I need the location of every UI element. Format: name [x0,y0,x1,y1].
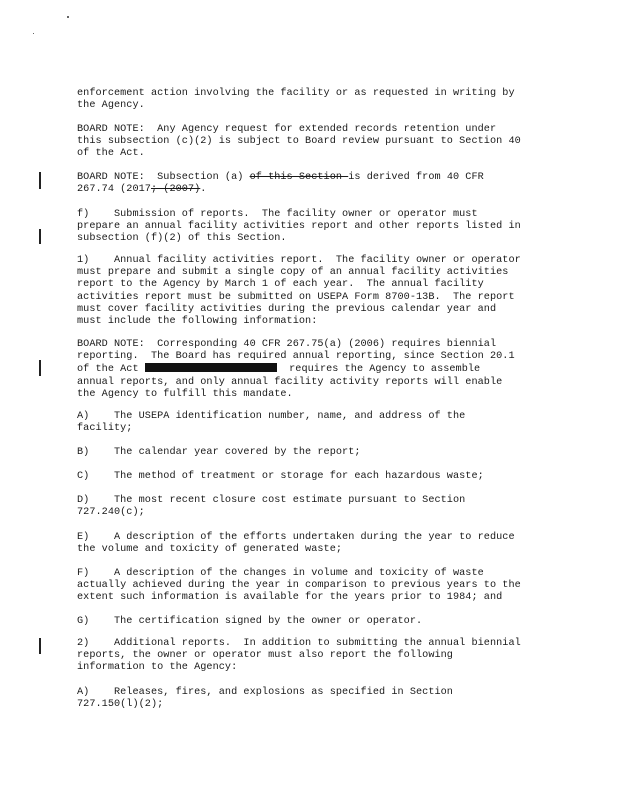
struck-text: ; (2007) [150,184,201,196]
item-D-closure-cost: D) The most recent closure cost estimate pursuant to Section 727.240(c); [77,495,466,519]
item-1-annual-report: 1) Annual facility activities report. The facility owner or operator must prepare and submit a single copy of an annual facility activities report to the Agency by March 1 of each year. The annual facility activities report must be submitted on USEPA Form 8700-13B. The report must cover facility activities during the previous calendar year and must include the following information: [77,255,521,328]
board-note-biennial-line: annual reports, and only annual facility activity reports will enable the Agency to fulfill this mandate. [77,376,503,400]
scan-speck [33,33,34,34]
board-note-derivation [77,172,547,196]
board-note-biennial-line: requires the Agency to assemble [276,364,481,376]
board-note-derivation-post: . [200,184,207,196]
revision-bar [39,229,41,244]
item-A-releases: A) Releases, fires, and explosions as specified in Section 727.150(l)(2); [77,687,453,711]
item-A-identification: A) The USEPA identification number, name, and address of the facility; [77,411,466,435]
item-G-certification: G) The certification signed by the owner or operator. [77,616,423,627]
item-E-efforts: E) A description of the efforts undertaken during the year to reduce the volume and toxicity of generated waste; [77,532,515,556]
redaction-mark [145,363,277,372]
item-2-additional-reports: 2) Additional reports. In addition to submitting the annual biennial reports, the owner or operator must also report the following information to the Agency: [77,638,521,674]
revision-bar [39,360,41,376]
item-B-calendar-year: B) The calendar year covered by the report; [77,447,361,458]
board-note-biennial-line: of the Act [77,364,145,376]
item-F-changes: F) A description of the changes in volume and toxicity of waste actually achieved during the year in comparison to previous years to the extent such information is available for the years prior to 1984; and [77,568,521,604]
board-note-biennial-line: reporting. The Board has required annual reporting, since Section 20.1 [77,351,515,363]
item-C-method: C) The method of treatment or storage for each hazardous waste; [77,471,484,482]
board-note-derivation-mid: is derived from 40 CFR 267.74 (2017 [77,172,484,196]
struck-text: of this Section [249,172,349,183]
revision-bar [39,638,41,654]
paragraph-enforcement: enforcement action involving the facility or as requested in writing by the Agency. [77,88,515,112]
board-note-biennial-line: BOARD NOTE: Corresponding 40 CFR 267.75(a) (2006) requires biennial [77,339,497,350]
revision-bar [39,172,41,189]
board-note-derivation-pre: BOARD NOTE: Subsection (a) [77,172,250,183]
scan-speck [67,16,69,18]
board-note-retention: BOARD NOTE: Any Agency request for extended records retention under this subsection (c)(2) is subject to Board review pursuant to Section 40 of the Act. [77,124,521,160]
board-note-biennial [77,339,547,401]
subsection-f-submission: f) Submission of reports. The facility owner or operator must prepare an annual facility activities report and other reports listed in subsection (f)(2) of this Section. [77,209,521,245]
